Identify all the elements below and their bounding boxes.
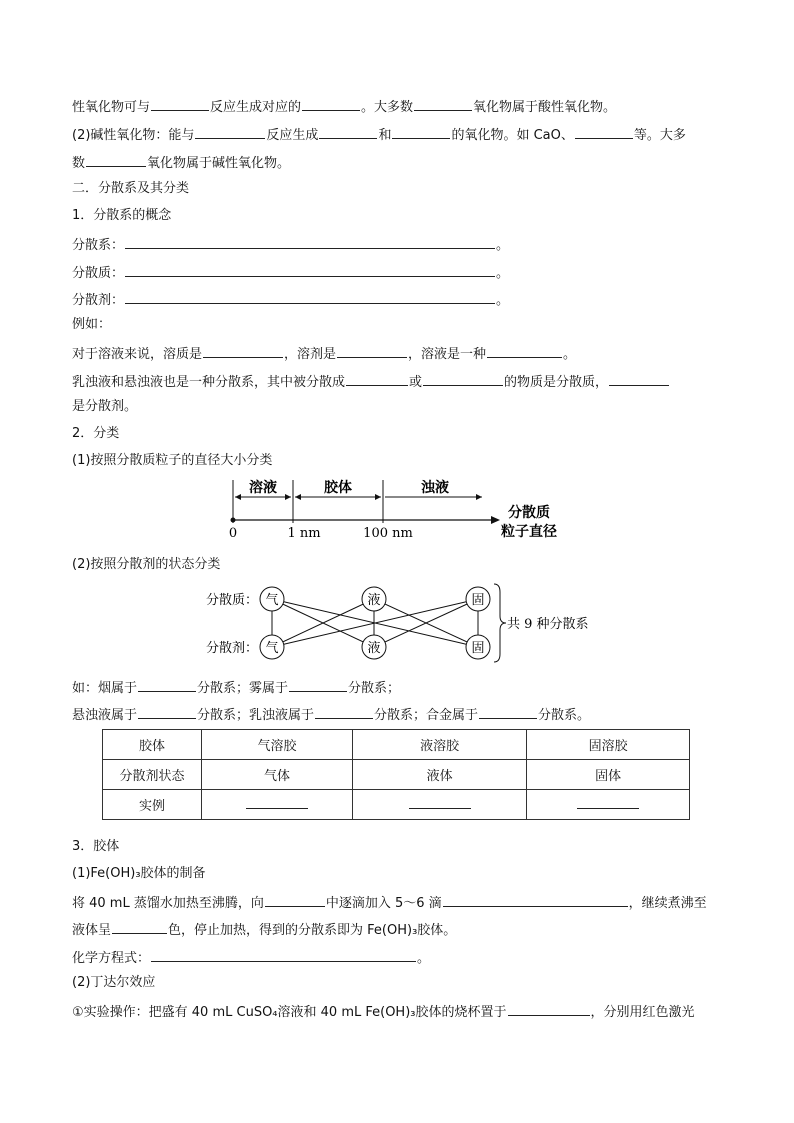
subsection-heading: 3．胶体 xyxy=(72,839,120,854)
fill-blank[interactable] xyxy=(151,96,209,111)
tick-label: 100 nm xyxy=(363,526,413,541)
example-label: 例如： xyxy=(72,317,112,332)
table-row xyxy=(103,760,690,790)
text-line: 如：烟属于 分散系；雾属于 分散系； xyxy=(72,677,400,698)
table-cell xyxy=(352,790,526,820)
text-line: (2)碱性氧化物：能与 反应生成 和 的氧化物。如 CaO、 等。大多 xyxy=(72,124,686,145)
table-cell: 气溶胶 xyxy=(202,730,353,760)
fill-blank[interactable] xyxy=(575,124,633,139)
axis-label-2: 粒子直径 xyxy=(501,524,557,540)
fill-blank[interactable] xyxy=(508,1001,590,1016)
table-cell xyxy=(202,790,353,820)
classification-heading: (2)按照分散剂的状态分类 xyxy=(72,557,221,572)
fill-blank[interactable] xyxy=(302,96,360,111)
fill-blank[interactable] xyxy=(138,704,196,719)
fill-blank[interactable] xyxy=(315,704,373,719)
table-row xyxy=(103,730,690,760)
fill-blank[interactable] xyxy=(195,124,265,139)
definition-line: 分散剂： 。 xyxy=(72,289,509,310)
axis-label-1: 分散质 xyxy=(508,505,550,521)
table-cell: 固溶胶 xyxy=(527,730,690,760)
text-line: ①实验操作：把盛有 40 mL CuSO₄溶液和 40 mL Fe(OH)₃胶体的烧杯置于 ，分别用红色激光 xyxy=(72,1001,695,1022)
row-label-dispersion-medium: 分散剂： xyxy=(206,641,259,656)
fill-blank[interactable] xyxy=(479,704,537,719)
segment-colloid: 胶体 xyxy=(324,480,352,496)
table-cell: 液体 xyxy=(352,760,526,790)
table-cell xyxy=(527,790,690,820)
text-line: 悬浊液属于 分散系；乳浊液属于 分散系；合金属于 分散系。 xyxy=(72,704,590,725)
tick-label: 1 nm xyxy=(287,526,321,541)
subsection-heading: 1．分散系的概念 xyxy=(72,208,172,223)
text-line: 将 40 mL 蒸馏水加热至沸腾，向 中逐滴加入 5～6 滴 ，继续煮沸至 xyxy=(72,892,707,913)
classification-heading: (1)按照分散质粒子的直径大小分类 xyxy=(72,453,273,468)
section-heading: 二．分散系及其分类 xyxy=(72,181,190,196)
fill-blank[interactable] xyxy=(337,343,407,358)
fill-blank[interactable] xyxy=(125,262,495,277)
text-line: 性氧化物可与 反应生成对应的 。大多数 氧化物属于酸性氧化物。 xyxy=(72,96,616,117)
fill-blank[interactable] xyxy=(265,892,325,907)
fill-blank[interactable] xyxy=(423,371,503,386)
table-row xyxy=(103,790,690,820)
table-cell: 实例 xyxy=(103,790,202,820)
fill-blank[interactable] xyxy=(86,152,146,167)
fill-blank[interactable] xyxy=(409,796,471,809)
node-gas-top: 气 xyxy=(265,593,279,608)
fill-blank[interactable] xyxy=(319,124,377,139)
fill-blank[interactable] xyxy=(577,796,639,809)
fill-blank[interactable] xyxy=(289,677,347,692)
text-line: 化学方程式： 。 xyxy=(72,947,430,968)
fill-blank[interactable] xyxy=(346,371,408,386)
fill-blank[interactable] xyxy=(151,947,416,962)
text-line: 液体呈 色，停止加热，得到的分散系即为 Fe(OH)₃胶体。 xyxy=(72,919,456,940)
brace-label: 共 9 种分散系 xyxy=(507,617,589,632)
tick-label: 0 xyxy=(228,526,238,541)
table-cell: 液溶胶 xyxy=(352,730,526,760)
node-solid-bottom: 固 xyxy=(471,641,485,656)
axis-arrow xyxy=(491,516,500,524)
fill-blank[interactable] xyxy=(609,371,669,386)
row-label-dispersed-phase: 分散质： xyxy=(206,593,259,608)
particle-size-diagram xyxy=(220,475,580,545)
dispersion-network-diagram xyxy=(200,578,600,668)
fill-blank[interactable] xyxy=(392,124,450,139)
fill-blank[interactable] xyxy=(487,343,562,358)
fill-blank[interactable] xyxy=(138,677,196,692)
table-cell: 分散剂状态 xyxy=(103,760,202,790)
segment-suspension: 浊液 xyxy=(421,480,449,496)
table-cell: 胶体 xyxy=(103,730,202,760)
node-liquid-top: 液 xyxy=(367,593,381,608)
subsection-heading: 2．分类 xyxy=(72,426,120,441)
fill-blank[interactable] xyxy=(112,919,167,934)
text-line: 数 氧化物属于碱性氧化物。 xyxy=(72,152,290,173)
node-gas-bottom: 气 xyxy=(265,641,279,656)
definition-line: 分散系： 。 xyxy=(72,234,509,255)
fill-blank[interactable] xyxy=(246,796,308,809)
node-liquid-bottom: 液 xyxy=(367,641,381,656)
definition-line: 分散质： 。 xyxy=(72,262,509,283)
text-line: 对于溶液来说，溶质是 ，溶剂是 ，溶液是一种 。 xyxy=(72,343,576,364)
fill-blank[interactable] xyxy=(125,234,495,249)
fill-blank[interactable] xyxy=(414,96,472,111)
colloid-table xyxy=(102,729,690,820)
table-cell: 气体 xyxy=(202,760,353,790)
segment-solution: 溶液 xyxy=(249,480,277,496)
text-line: 是分散剂。 xyxy=(72,399,138,414)
fill-blank[interactable] xyxy=(443,892,628,907)
origin-dot xyxy=(231,518,236,523)
fill-blank[interactable] xyxy=(125,289,495,304)
fill-blank[interactable] xyxy=(203,343,283,358)
text-line: (1)Fe(OH)₃胶体的制备 xyxy=(72,866,206,881)
text-line: 乳浊液和悬浊液也是一种分散系，其中被分散成 或 的物质是分散质， xyxy=(72,371,670,392)
table-cell: 固体 xyxy=(527,760,690,790)
node-solid-top: 固 xyxy=(471,593,485,608)
text-line: (2)丁达尔效应 xyxy=(72,975,156,990)
